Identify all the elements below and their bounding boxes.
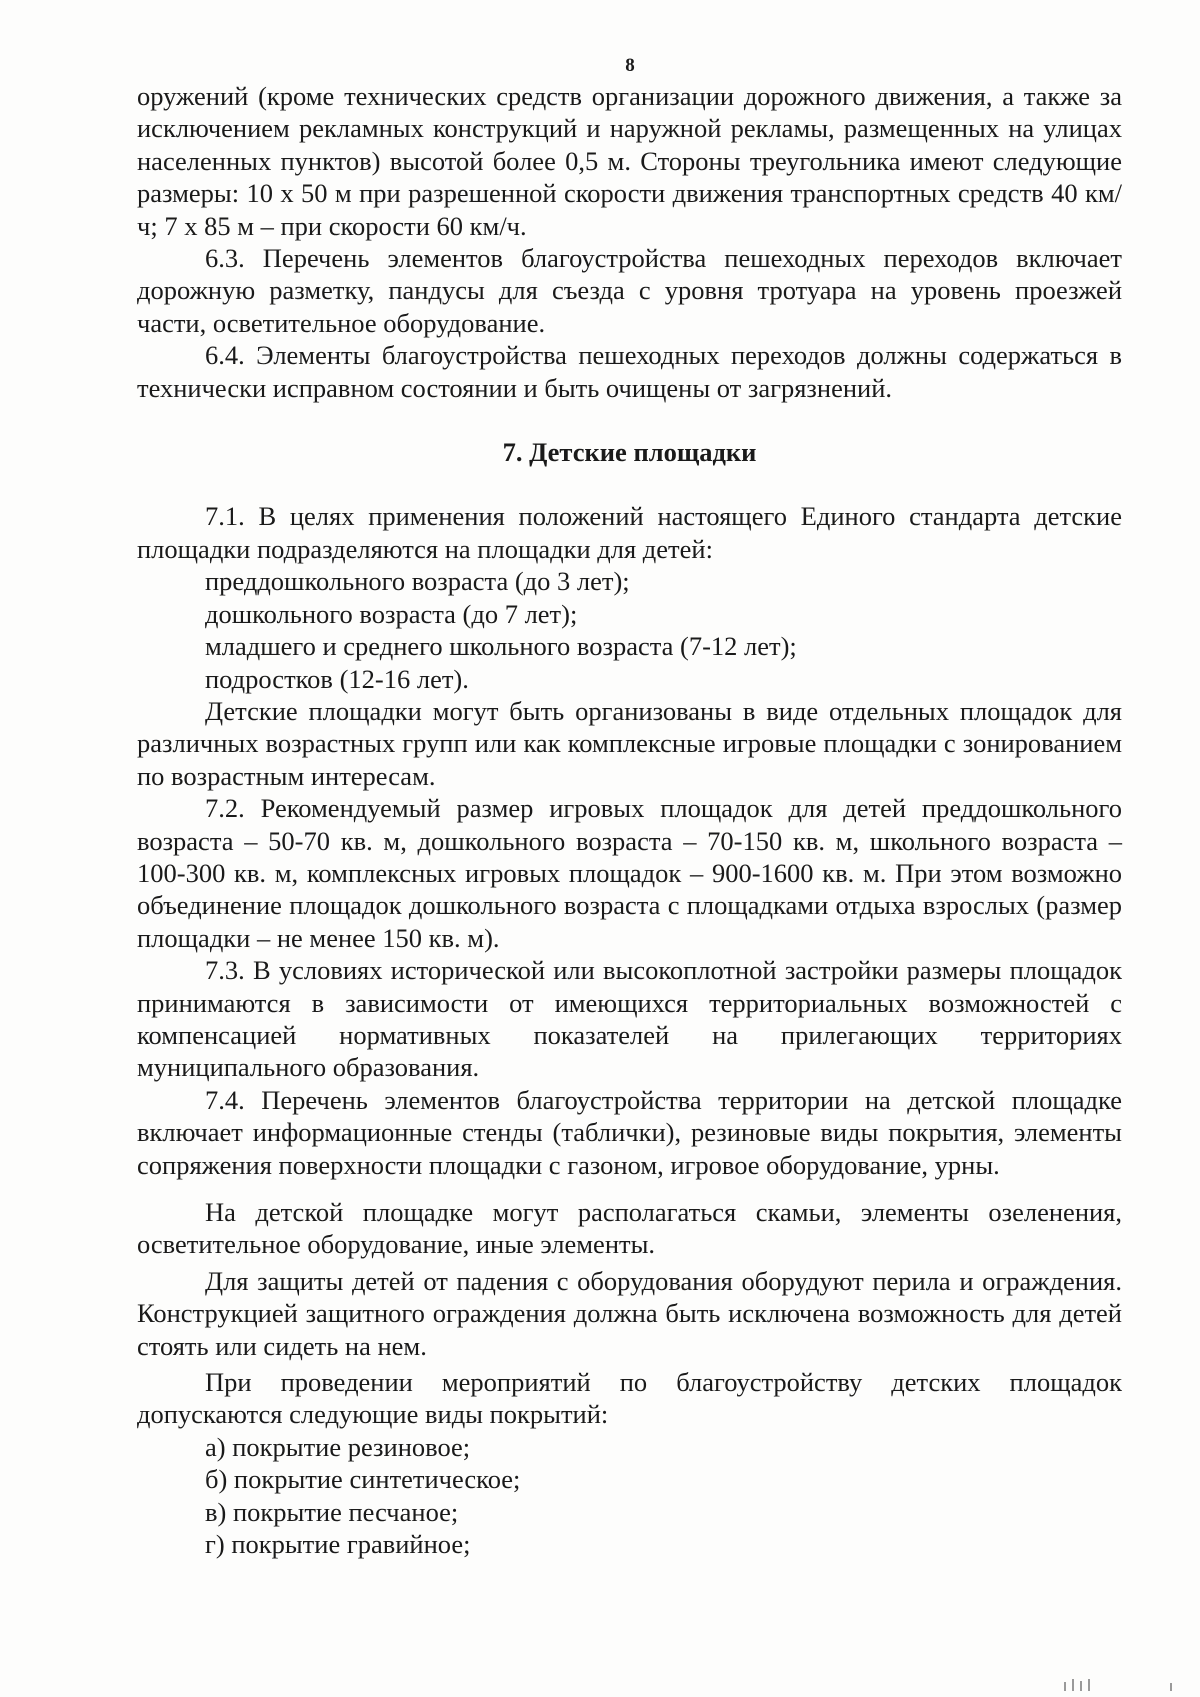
paragraph-7-4: 7.4. Перечень элементов благоустройства территории на детской площадке включает информационные стенды (таблички), резиновые виды покрытия, элементы сопряжения поверхности площадки с газоном, игровое оборудование, урны. xyxy=(137,1084,1122,1180)
scan-edge-marks xyxy=(1058,1677,1178,1691)
cover-type-item: б) покрытие синтетическое; xyxy=(205,1464,521,1495)
cover-type-item: г) покрытие гравийное; xyxy=(205,1529,471,1560)
age-group-item: младшего и среднего школьного возраста (7-12 лет); xyxy=(205,631,797,662)
age-group-item: дошкольного возраста (до 7 лет); xyxy=(205,598,578,629)
age-group-item: подростков (12-16 лет). xyxy=(205,663,469,694)
cover-type-item: а) покрытие резиновое; xyxy=(205,1431,471,1462)
page-number: 8 xyxy=(625,55,635,76)
paragraph-7-3: 7.3. В условиях исторической или высокоплотной застройки размеры площадок принимаются в зависимости от имеющихся территориальных возможностей с компенсацией нормативных показателей на прилегающих территориях муниципального образования. xyxy=(137,955,1122,1083)
paragraph-6-4: 6.4. Элементы благоустройства пешеходных переходов должны содержаться в технически исправном состоянии и быть очищены от загрязнений. xyxy=(137,340,1122,403)
paragraph-7-2: 7.2. Рекомендуемый размер игровых площадок для детей преддошкольного возраста – 50-70 кв. м, дошкольного возраста – 70-150 кв. м, школьного возраста – 100-300 кв. м, комплексных игровых площадок – 900-1600 кв. м. При этом возможно объединение площадок дошкольного возраста с площадками отдыха взрослых (размер площадки – не менее 150 кв. м). xyxy=(137,793,1122,953)
section-heading: 7. Детские площадки xyxy=(502,437,757,468)
paragraph-organization: Детские площадки могут быть организованы в виде отдельных площадок для различных возрастных групп или как комплексные игровые площадки с зонированием по возрастным интересам. xyxy=(137,695,1122,791)
document-body xyxy=(137,80,1122,1560)
cover-type-item: в) покрытие песчаное; xyxy=(205,1496,459,1527)
paragraph-7-1: 7.1. В целях применения положений настоящего Единого стандарта детские площадки подразделяются на площадки для детей: xyxy=(137,501,1122,564)
paragraph-coverings: При проведении мероприятий по благоустройству детских площадок допускаются следующие виды покрытий: xyxy=(137,1367,1122,1430)
paragraph-benches: На детской площадке могут располагаться скамьи, элементы озеленения, осветительное оборудование, иные элементы. xyxy=(137,1197,1122,1260)
paragraph-continuation: оружений (кроме технических средств организации дорожного движения, а также за исключением рекламных конструкций и наружной рекламы, размещенных на улицах населенных пунктов) высотой более 0,5 м. Стороны треугольника имеют следующие размеры: 10 х 50 м при разрешенной скорости движения транспортных средств 40 км/ч; 7 х 85 м – при скорости 60 км/ч. xyxy=(137,81,1122,241)
paragraph-6-3: 6.3. Перечень элементов благоустройства пешеходных переходов включает дорожную разметку, пандусы для съезда с уровня тротуара на уровень проезжей части, осветительное оборудование. xyxy=(137,243,1122,338)
paragraph-fences: Для защиты детей от падения с оборудования оборудуют перила и ограждения. Конструкцией защитного ограждения должна быть исключена возможность для детей стоять или сидеть на нем. xyxy=(137,1265,1122,1361)
age-group-item: преддошкольного возраста (до 3 лет); xyxy=(205,566,630,597)
